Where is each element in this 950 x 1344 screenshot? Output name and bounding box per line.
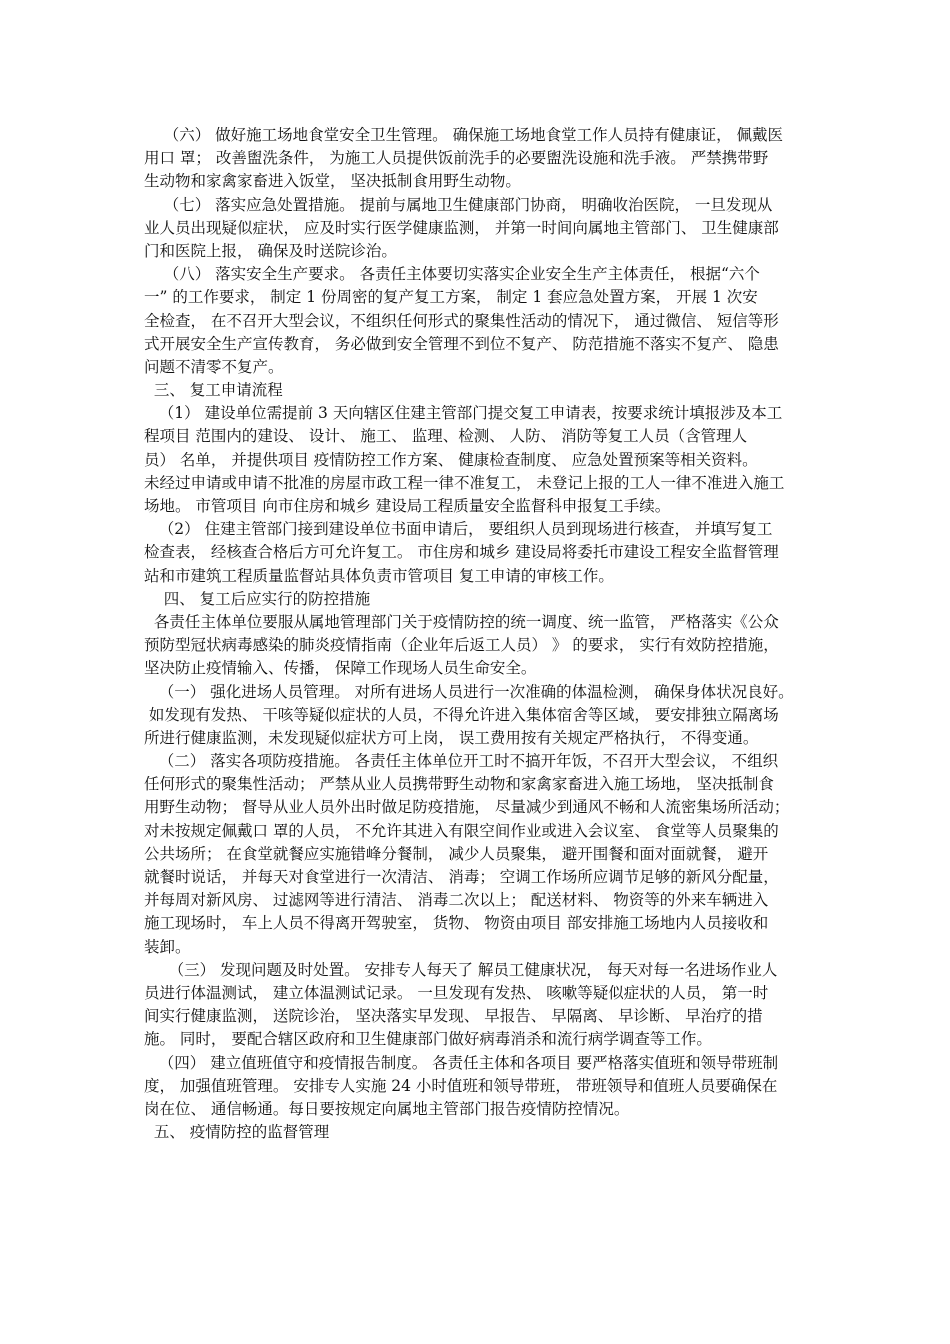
text-line: （一） 强化进场人员管理。 对所有进场人员进行一次准确的体温检测， 确保身体状况良好。 [144,682,794,701]
text-line: 所进行健康监测，未发现疑似症状方可上岗， 误工费用按有关规定严格执行， 不得变通。 [144,728,759,747]
text-line: 用口 罩； 改善盥洗条件， 为施工人员提供饭前洗手的必要盥洗设施和洗手液。 严禁携带野 [144,149,769,168]
text-line: 场地。 市管项目 向市住房和城乡 建设局工程质量安全监督科申报复工手续。 [144,497,671,515]
text-line: 任何形式的聚集性活动； 严禁从业人员携带野生动物和家禽家畜进入施工场地， 坚决抵制食 [144,775,774,794]
text-line: （七） 落实应急处置措施。 提前与属地卫生健康部门协商， 明确收治医院， 一旦发现从 [144,195,773,214]
text-line: 门和医院上报， 确保及时送院诊治。 [144,241,397,260]
text-line: 公共场所； 在食堂就餐应实施错峰分餐制， 减少人员聚集， 避开围餐和面对面就餐， 避开 [144,844,769,863]
text-line: 坚决防止疫情输入、传播， 保障工作现场人员生命安全。 [144,659,537,678]
text-line: 就餐时说话， 并每天对食堂进行一次清洁、 消毒； 空调工作场所应调节足够的新风分配量， [144,868,779,886]
text-line: 问题不清零不复产。 [144,357,284,376]
text-line: 业人员出现疑似症状， 应及时实行医学健康监测， 并第一时间向属地主管部门、 卫生健康部 [144,218,779,237]
document-body [144,124,810,1144]
text-line: （八） 落实安全生产要求。 各责任主体要切实落实企业安全生产主体责任， 根据“六个 [144,265,760,284]
text-line: 预防型冠状病毒感染的肺炎疫情指南（企业年后返工人员） 》 的要求， 实行有效防控措施， [144,636,779,655]
text-line: 生动物和家禽家畜进入饭堂， 坚决抵制食用野生动物。 [144,172,521,191]
text-line: 岗在位、 通信畅通。每日要按规定向属地主管部门报告疫情防控情况。 [144,1099,630,1118]
text-line: 对未按规定佩戴口 罩的人员， 不允许其进入有限空间作业或进入会议室、 食堂等人员聚集的 [144,821,779,840]
text-line: 间实行健康监测， 送院诊治， 坚决落实早发现、 早报告、 早隔离、 早诊断、 早治疗的措 [144,1007,763,1026]
text-line: 并每周对新风房、 过滤网等进行清洁、 消毒二次以上； 配送材料、 物资等的外来车辆进入 [144,891,769,910]
text-line: 装卸。 [144,937,191,956]
text-line: 用野生动物； 督导从业人员外出时做足防疫措施， 尽量减少到通风不畅和人流密集场所活动； [144,798,790,817]
text-line: （2） 住建主管部门接到建设单位书面申请后， 要组织人员到现场进行核查， 并填写复工 [144,520,773,539]
text-line: 各责任主体单位要服从属地管理部门关于疫情防控的统一调度、统一监管， 严格落实《公众 [144,612,779,631]
text-line: 度， 加强值班管理。 安排专人实施 24 小时值班和领导带班， 带班领导和值班人员要确保在 [144,1076,778,1095]
text-line: 员） 名单， 并提供项目 疫情防控工作方案、 健康检查制度、 应急处置预案等相关资料。 [144,450,758,469]
text-line: 员进行体温测试， 建立体温测试记录。 一旦发现有发热、 咳嗽等疑似症状的人员， 第一时 [144,983,769,1002]
text-line: （二） 落实各项防疫措施。 各责任主体单位开工时不搞开年饭，不召开大型会议， 不组织 [144,752,779,771]
text-line: （六） 做好施工场地食堂安全卫生管理。 确保施工场地食堂工作人员持有健康证， 佩戴医 [144,126,783,144]
text-line: （三） 发现问题及时处置。 安排专人每天了 解员工健康状况， 每天对每一名进场作业人 [144,960,778,979]
text-line: 施。 同时， 要配合辖区政府和卫生健康部门做好病毒消杀和流行病学调查等工作。 [144,1030,712,1049]
text-line: 未经过申请或申请不批准的房屋市政工程一律不准复工， 未登记上报的工人一律不准进入施工 [144,473,785,492]
text-line: 一” 的工作要求， 制定 1 份周密的复产复工方案， 制定 1 套应急处置方案， 开展 1 次安 [144,288,758,307]
text-line: （四） 建立值班值守和疫情报告制度。 各责任主体和各项目 要严格落实值班和领导带班制 [144,1053,779,1072]
text-line: 式开展安全生产宣传教育， 务必做到安全管理不到位不复产、 防范措施不落实不复产、 隐患 [144,334,779,353]
text-line: 检查表， 经核查合格后方可允许复工。 市住房和城乡 建设局将委托市建设工程安全监督管理 [144,543,779,562]
text-line: 施工现场时， 车上人员不得离开驾驶室， 货物、 物资由项目 部安排施工场地内人员接收和 [144,914,769,933]
section-heading: 四、 复工后应实行的防控措施 [144,589,371,608]
text-line: 如发现有发热、 干咳等疑似症状的人员，不得允许进入集体宿舍等区域， 要安排独立隔离场 [144,705,779,724]
text-line: 全检查， 在不召开大型会议，不组织任何形式的聚集性活动的情况下， 通过微信、 短信等形 [144,311,779,330]
section-heading: 五、 疫情防控的监督管理 [144,1123,330,1142]
text-line: 站和市建筑工程质量监督站具体负责市管项目 复工申请的审核工作。 [144,566,614,585]
text-line: 程项目 范围内的建设、 设计、 施工、 监理、检测、 人防、 消防等复工人员（含管理人 [144,427,748,446]
section-heading: 三、 复工申请流程 [144,381,283,400]
text-line: （1） 建设单位需提前 3 天向辖区住建主管部门提交复工申请表，按要求统计填报涉及本工 [144,404,783,423]
